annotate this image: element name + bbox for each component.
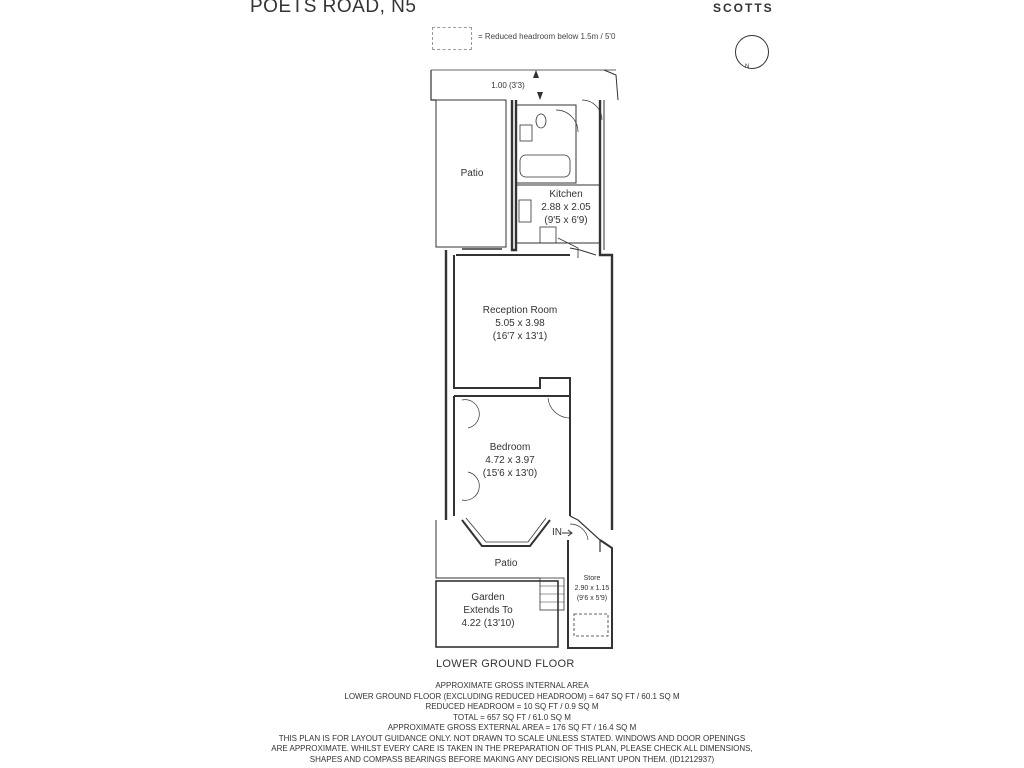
notes-line: ARE APPROXIMATE. WHILST EVERY CARE IS TAKEN IN THE PREPARATION OF THIS PLAN, PLEASE CHECK ALL DIMENSIONS, bbox=[271, 744, 753, 753]
store-imperial: (9'6 x 5'9) bbox=[576, 595, 608, 602]
notes-line: TOTAL = 657 SQ FT / 61.0 SQ M bbox=[453, 712, 571, 722]
bedroom-dims: 4.72 x 3.97 bbox=[485, 455, 535, 466]
kitchen-imperial: (9'5 x 6'9) bbox=[544, 215, 588, 226]
basin-icon bbox=[520, 125, 532, 141]
kitchen-name: Kitchen bbox=[549, 189, 583, 200]
notes-line: THIS PLAN IS FOR LAYOUT GUIDANCE ONLY. NOT DRAWN TO SCALE UNLESS STATED. WINDOWS AND DOOR OPENINGS bbox=[278, 733, 746, 743]
notes-line: SHAPES AND COMPASS BEARINGS BEFORE MAKING ANY DECISIONS RELIANT UPON THEM. (ID1212937) bbox=[309, 754, 715, 764]
floor-name: LOWER GROUND FLOOR bbox=[436, 658, 575, 670]
patio-bottom-label: Patio bbox=[494, 558, 518, 569]
top-boundary bbox=[431, 70, 436, 100]
reception-imperial: (16'7 x 13'1) bbox=[492, 331, 548, 342]
kitchen-label bbox=[528, 188, 604, 227]
bedroom-imperial: (15'6 x 13'0) bbox=[482, 468, 538, 479]
reception-label bbox=[468, 304, 572, 343]
brand-logo: SCOTTS bbox=[713, 1, 774, 15]
store-name: Store bbox=[583, 575, 601, 582]
reduced-headroom-area bbox=[574, 614, 608, 636]
reduced-headroom-legend-text: = Reduced headroom below 1.5m / 5'0 bbox=[478, 32, 616, 41]
garden-label bbox=[448, 591, 528, 630]
notes-line: REDUCED HEADROOM = 10 SQ FT / 0.9 SQ M bbox=[425, 702, 599, 711]
patio-top-label: Patio bbox=[460, 168, 484, 179]
notes-line: APPROXIMATE GROSS EXTERNAL AREA = 176 SQ FT / 16.4 SQ M bbox=[387, 723, 637, 732]
entrance-label: IN bbox=[552, 527, 562, 538]
store-dims: 2.90 x 1.15 bbox=[574, 585, 610, 592]
reception-name: Reception Room bbox=[482, 305, 558, 316]
page-title: POETS ROAD, N5 bbox=[250, 0, 417, 17]
bathroom-outline bbox=[516, 105, 576, 183]
bath-icon bbox=[520, 155, 570, 177]
store-label bbox=[570, 574, 614, 604]
area-notes bbox=[200, 681, 824, 765]
notes-line: APPROXIMATE GROSS INTERNAL AREA bbox=[435, 681, 589, 690]
reception-dims: 5.05 x 3.98 bbox=[495, 318, 545, 329]
kitchen-dims: 2.88 x 2.05 bbox=[541, 202, 591, 213]
toilet-icon bbox=[536, 114, 546, 128]
bedroom-name: Bedroom bbox=[489, 442, 531, 453]
garden-line2: Extends To bbox=[463, 605, 513, 616]
notes-line: LOWER GROUND FLOOR (EXCLUDING REDUCED HEADROOM) = 647 SQ FT / 60.1 SQ M bbox=[344, 691, 680, 701]
bedroom-label bbox=[470, 441, 550, 480]
right-wall bbox=[600, 100, 612, 530]
compass-north-label: N bbox=[745, 64, 750, 70]
garden-dims: 4.22 (13'10) bbox=[461, 618, 515, 629]
top-dimension-label: 1.00 (3'3) bbox=[491, 81, 525, 90]
garden-name: Garden bbox=[471, 592, 505, 603]
hob-icon bbox=[540, 227, 556, 243]
